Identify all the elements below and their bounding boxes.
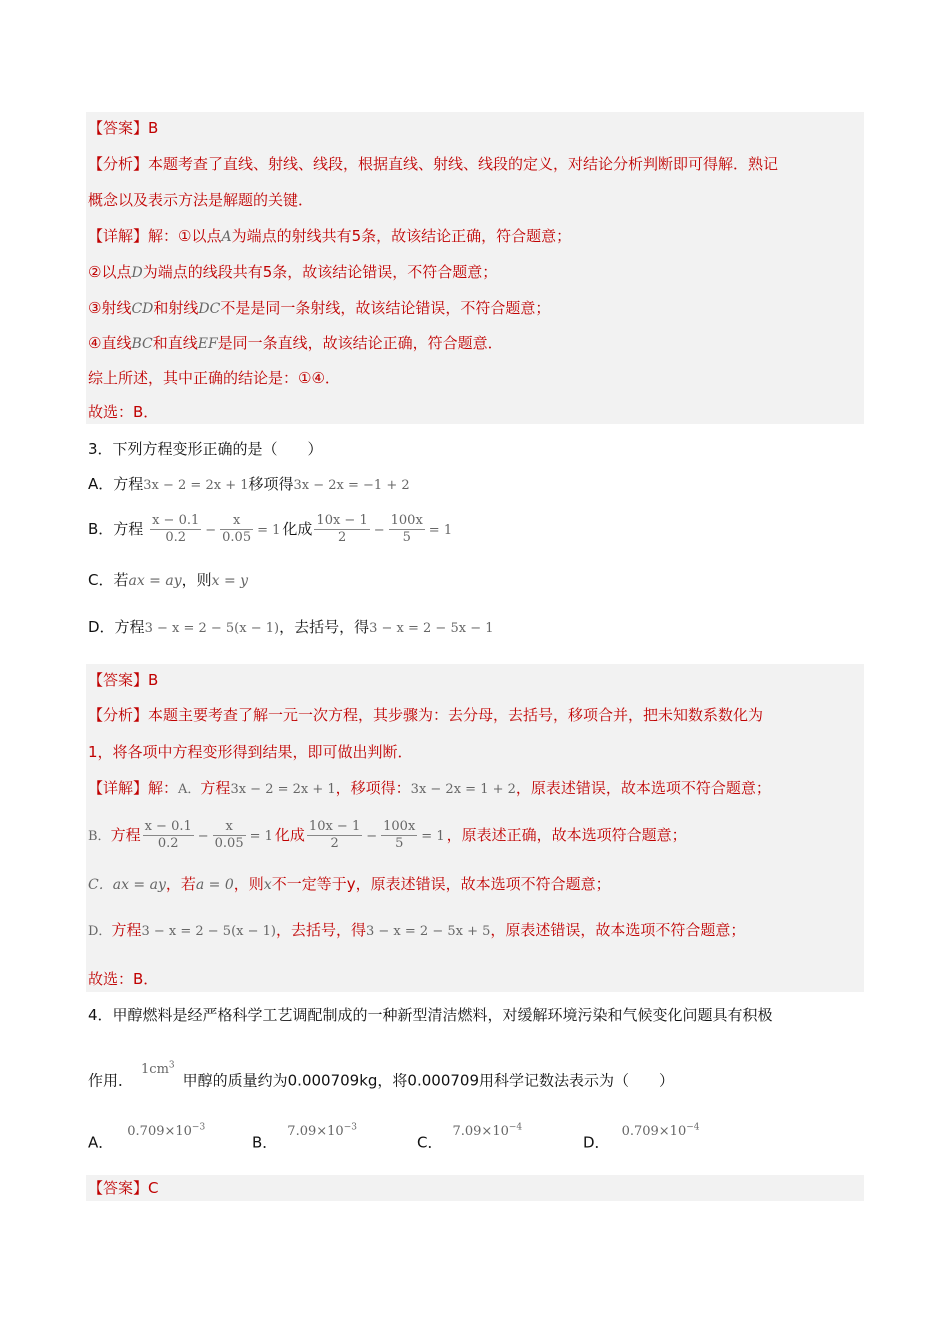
q3-detail-a <box>88 778 771 800</box>
q2-detail-line-3 <box>88 298 550 319</box>
answer-tag: 【答案】 <box>88 671 149 689</box>
detail-tag: 【详解】 <box>88 227 149 245</box>
q3-stem <box>88 439 323 459</box>
option-label: A． <box>88 1133 114 1152</box>
option-label: C．若 <box>88 571 129 589</box>
operator: − <box>205 523 217 538</box>
analysis-text: 本题考查了直线、射线、线段，根据直线、射线、线段的定义，对结论分析判断即可得解．熟记 <box>148 155 779 173</box>
choose-text: 故选：B． <box>88 403 159 421</box>
equation: x = y <box>211 573 249 589</box>
option-text: ，去括号，得 <box>279 618 370 636</box>
answer-value: B <box>148 119 159 137</box>
q2-detail-line-1 <box>88 226 571 247</box>
numerator: 10x − 1 <box>316 513 368 528</box>
option-label: D． <box>583 1133 610 1152</box>
numerator: x − 0.1 <box>152 513 200 528</box>
operator: − <box>373 523 385 538</box>
option-text: ，则 <box>181 571 212 589</box>
q3-answer-line <box>88 670 158 690</box>
unit: 1cm <box>141 1062 169 1078</box>
operator: = 1 <box>249 829 273 844</box>
value-exponent: −3 <box>191 1123 206 1133</box>
detail-text: ，若 <box>165 875 196 893</box>
equation: 3x − 2x = −1 + 2 <box>293 478 410 493</box>
operator: − <box>366 829 378 844</box>
option-label: C． <box>417 1133 443 1152</box>
option-value <box>127 1124 205 1139</box>
q4-option-d <box>583 1123 700 1154</box>
equation: 3x − 2x = 1 + 2 <box>410 782 516 797</box>
detail-text: 方程 <box>200 779 231 797</box>
q4-stem-line-2 <box>88 1061 674 1092</box>
detail-text: ，则 <box>233 875 264 893</box>
q3-option-a <box>88 474 410 496</box>
fraction <box>213 819 246 852</box>
detail-text: 方程 <box>111 921 142 939</box>
ray-dc-symbol: DC <box>198 301 221 317</box>
q2-choose-line <box>88 402 158 422</box>
value-base: 7.09×10 <box>287 1124 344 1140</box>
fraction <box>150 513 201 546</box>
detail-text: ④直线 <box>88 334 132 352</box>
option-letter: C． <box>88 877 113 893</box>
fraction <box>389 513 425 546</box>
detail-text: 为端点的线段共有5条，故该结论错误，不符合题意； <box>142 263 498 281</box>
line-bc-symbol: BC <box>131 336 153 352</box>
analysis-tag: 【分析】 <box>88 155 149 173</box>
q4-option-b <box>252 1123 357 1154</box>
value-exponent: −3 <box>343 1123 357 1133</box>
detail-text: 不是是同一条射线，故该结论错误，不符合题意； <box>220 299 551 317</box>
denominator: 0.2 <box>165 530 186 545</box>
numerator: 100x <box>383 819 416 834</box>
denominator: 2 <box>330 836 339 851</box>
equation: 3 − x = 2 − 5(x − 1) <box>141 924 276 939</box>
q4-solution-block <box>86 1175 864 1201</box>
detail-text: ，原表述错误，故本选项不符合题意； <box>490 921 746 939</box>
denominator: 0.2 <box>157 836 179 851</box>
q2-detail-line-2 <box>88 262 497 283</box>
answer-tag: 【答案】 <box>88 119 149 137</box>
detail-text: 和射线 <box>153 299 199 317</box>
numerator: 100x <box>390 513 423 528</box>
numerator: 10x − 1 <box>308 819 361 834</box>
q4-option-a <box>88 1123 206 1154</box>
equation: 3 − x = 2 − 5x + 5 <box>366 924 491 939</box>
operator: = 1 <box>428 523 453 538</box>
q3-choose-line <box>88 969 158 989</box>
q4-answer-line <box>88 1178 159 1198</box>
q3-detail-b <box>88 814 687 858</box>
equation: ax = ay <box>128 573 182 589</box>
detail-text: ，原表述错误，故本选项不符合题意； <box>515 779 771 797</box>
q3-detail-d <box>88 920 745 942</box>
option-value <box>287 1124 357 1139</box>
line-ef-symbol: EF <box>197 336 218 352</box>
q3-option-c <box>88 570 248 591</box>
detail-text: 化成 <box>274 826 305 844</box>
detail-text: ③射线 <box>88 299 132 317</box>
detail-text: ，去括号，得 <box>275 921 366 939</box>
numerator: x − 0.1 <box>144 819 192 834</box>
detail-text: ②以点 <box>88 263 132 281</box>
variable: x <box>263 877 272 893</box>
detail-text: 解：①以点 <box>148 227 222 245</box>
equation: 3x − 2 = 2x + 1 <box>143 478 249 493</box>
option-value <box>452 1124 522 1139</box>
detail-text: 解： <box>148 779 179 797</box>
point-a-symbol: A <box>221 229 232 245</box>
question-stem-text: 甲醇的质量约为0.000709kg，将0.000709用科学记数法表示为（ ） <box>182 1071 674 1090</box>
operator: − <box>197 829 209 844</box>
answer-tag: 【答案】 <box>88 1179 149 1197</box>
fraction <box>307 819 362 852</box>
detail-text: 为端点的射线共有5条，故该结论正确，符合题意； <box>231 227 572 245</box>
analysis-text-2: 1，将各项中方程变形得到结果，即可做出判断． <box>88 743 413 761</box>
unit-expression <box>141 1062 175 1077</box>
denominator: 5 <box>395 836 404 851</box>
option-letter: D． <box>88 924 112 939</box>
q3-analysis-line-2 <box>88 742 413 762</box>
option-label: B． <box>252 1133 278 1152</box>
denominator: 5 <box>402 530 411 545</box>
fraction <box>381 819 417 852</box>
q2-conclusion-line <box>88 368 340 388</box>
operator: = 1 <box>421 829 445 844</box>
question-stem-text: 3．下列方程变形正确的是（ ） <box>88 440 323 458</box>
denominator: 2 <box>337 530 347 545</box>
answer-value: C <box>148 1179 159 1197</box>
analysis-text: 本题主要考查了解一元一次方程，其步骤为：去分母，去括号，移项合并，把未知数系数化为 <box>148 706 764 724</box>
detail-tag: 【详解】 <box>88 779 149 797</box>
option-label: D．方程 <box>88 618 145 636</box>
point-d-symbol: D <box>131 265 143 281</box>
q2-analysis-line-1 <box>88 154 778 174</box>
q3-analysis-line-1 <box>88 705 763 725</box>
equation: 3x − 2 = 2x + 1 <box>230 782 336 797</box>
denominator: 0.05 <box>214 836 244 851</box>
option-label: A．方程 <box>88 475 144 493</box>
q3-detail-c <box>88 874 611 895</box>
q2-solution-block <box>86 112 864 424</box>
value-base: 7.09×10 <box>452 1124 509 1140</box>
detail-text: 是同一条直线，故该结论正确，符合题意． <box>217 334 503 352</box>
q2-detail-line-4 <box>88 333 503 354</box>
choose-text: 故选：B． <box>88 970 159 988</box>
option-letter: B． <box>88 829 111 844</box>
detail-text: 不一定等于y，原表述错误，故本选项不符合题意； <box>271 875 611 893</box>
conclusion-text: 综上所述，其中正确的结论是：①④． <box>88 369 340 387</box>
denominator: 0.05 <box>222 530 252 545</box>
value-exponent: −4 <box>508 1123 523 1133</box>
fraction <box>314 513 369 546</box>
q4-option-c <box>417 1123 523 1154</box>
option-letter: A． <box>178 782 201 797</box>
q2-answer-line <box>88 118 158 138</box>
q3-option-b <box>88 508 454 552</box>
value-base: 0.709×10 <box>621 1124 687 1140</box>
equation: a = 0 <box>195 877 234 893</box>
detail-text: 方程 <box>110 826 141 844</box>
q3-option-d <box>88 617 494 639</box>
equation: ax = ay <box>112 877 166 893</box>
question-stem-text: 4．甲醇燃料是经严格科学工艺调配制成的一种新型清洁燃料，对缓解环境污染和气候变化问题具有积极 <box>88 1006 773 1024</box>
option-text: 移项得 <box>248 475 294 493</box>
numerator: x <box>213 819 246 836</box>
operator: = 1 <box>257 523 281 538</box>
analysis-tag: 【分析】 <box>88 706 149 724</box>
q3-solution-block <box>86 664 864 992</box>
option-label: B．方程 <box>88 520 144 538</box>
ray-cd-symbol: CD <box>131 301 154 317</box>
value-base: 0.709×10 <box>127 1124 192 1140</box>
unit-exponent: 3 <box>168 1061 175 1071</box>
fraction <box>220 513 253 546</box>
detail-text: ，移项得： <box>335 779 411 797</box>
equation: 3 − x = 2 − 5x − 1 <box>369 621 494 636</box>
fraction <box>143 819 194 852</box>
q4-stem-line-1 <box>88 1005 773 1025</box>
detail-text: 和直线 <box>152 334 198 352</box>
numerator: x <box>220 513 253 530</box>
option-value <box>622 1124 700 1139</box>
detail-text: ，原表述正确，故本选项符合题意； <box>446 826 687 844</box>
value-exponent: −4 <box>686 1123 700 1133</box>
answer-value: B <box>148 671 159 689</box>
q2-analysis-line-2 <box>88 190 313 210</box>
question-stem-text: 作用． <box>88 1071 134 1090</box>
analysis-text-2: 概念以及表示方法是解题的关键． <box>88 191 314 209</box>
option-text: 化成 <box>282 520 313 538</box>
equation: 3 − x = 2 − 5(x − 1) <box>144 621 280 636</box>
